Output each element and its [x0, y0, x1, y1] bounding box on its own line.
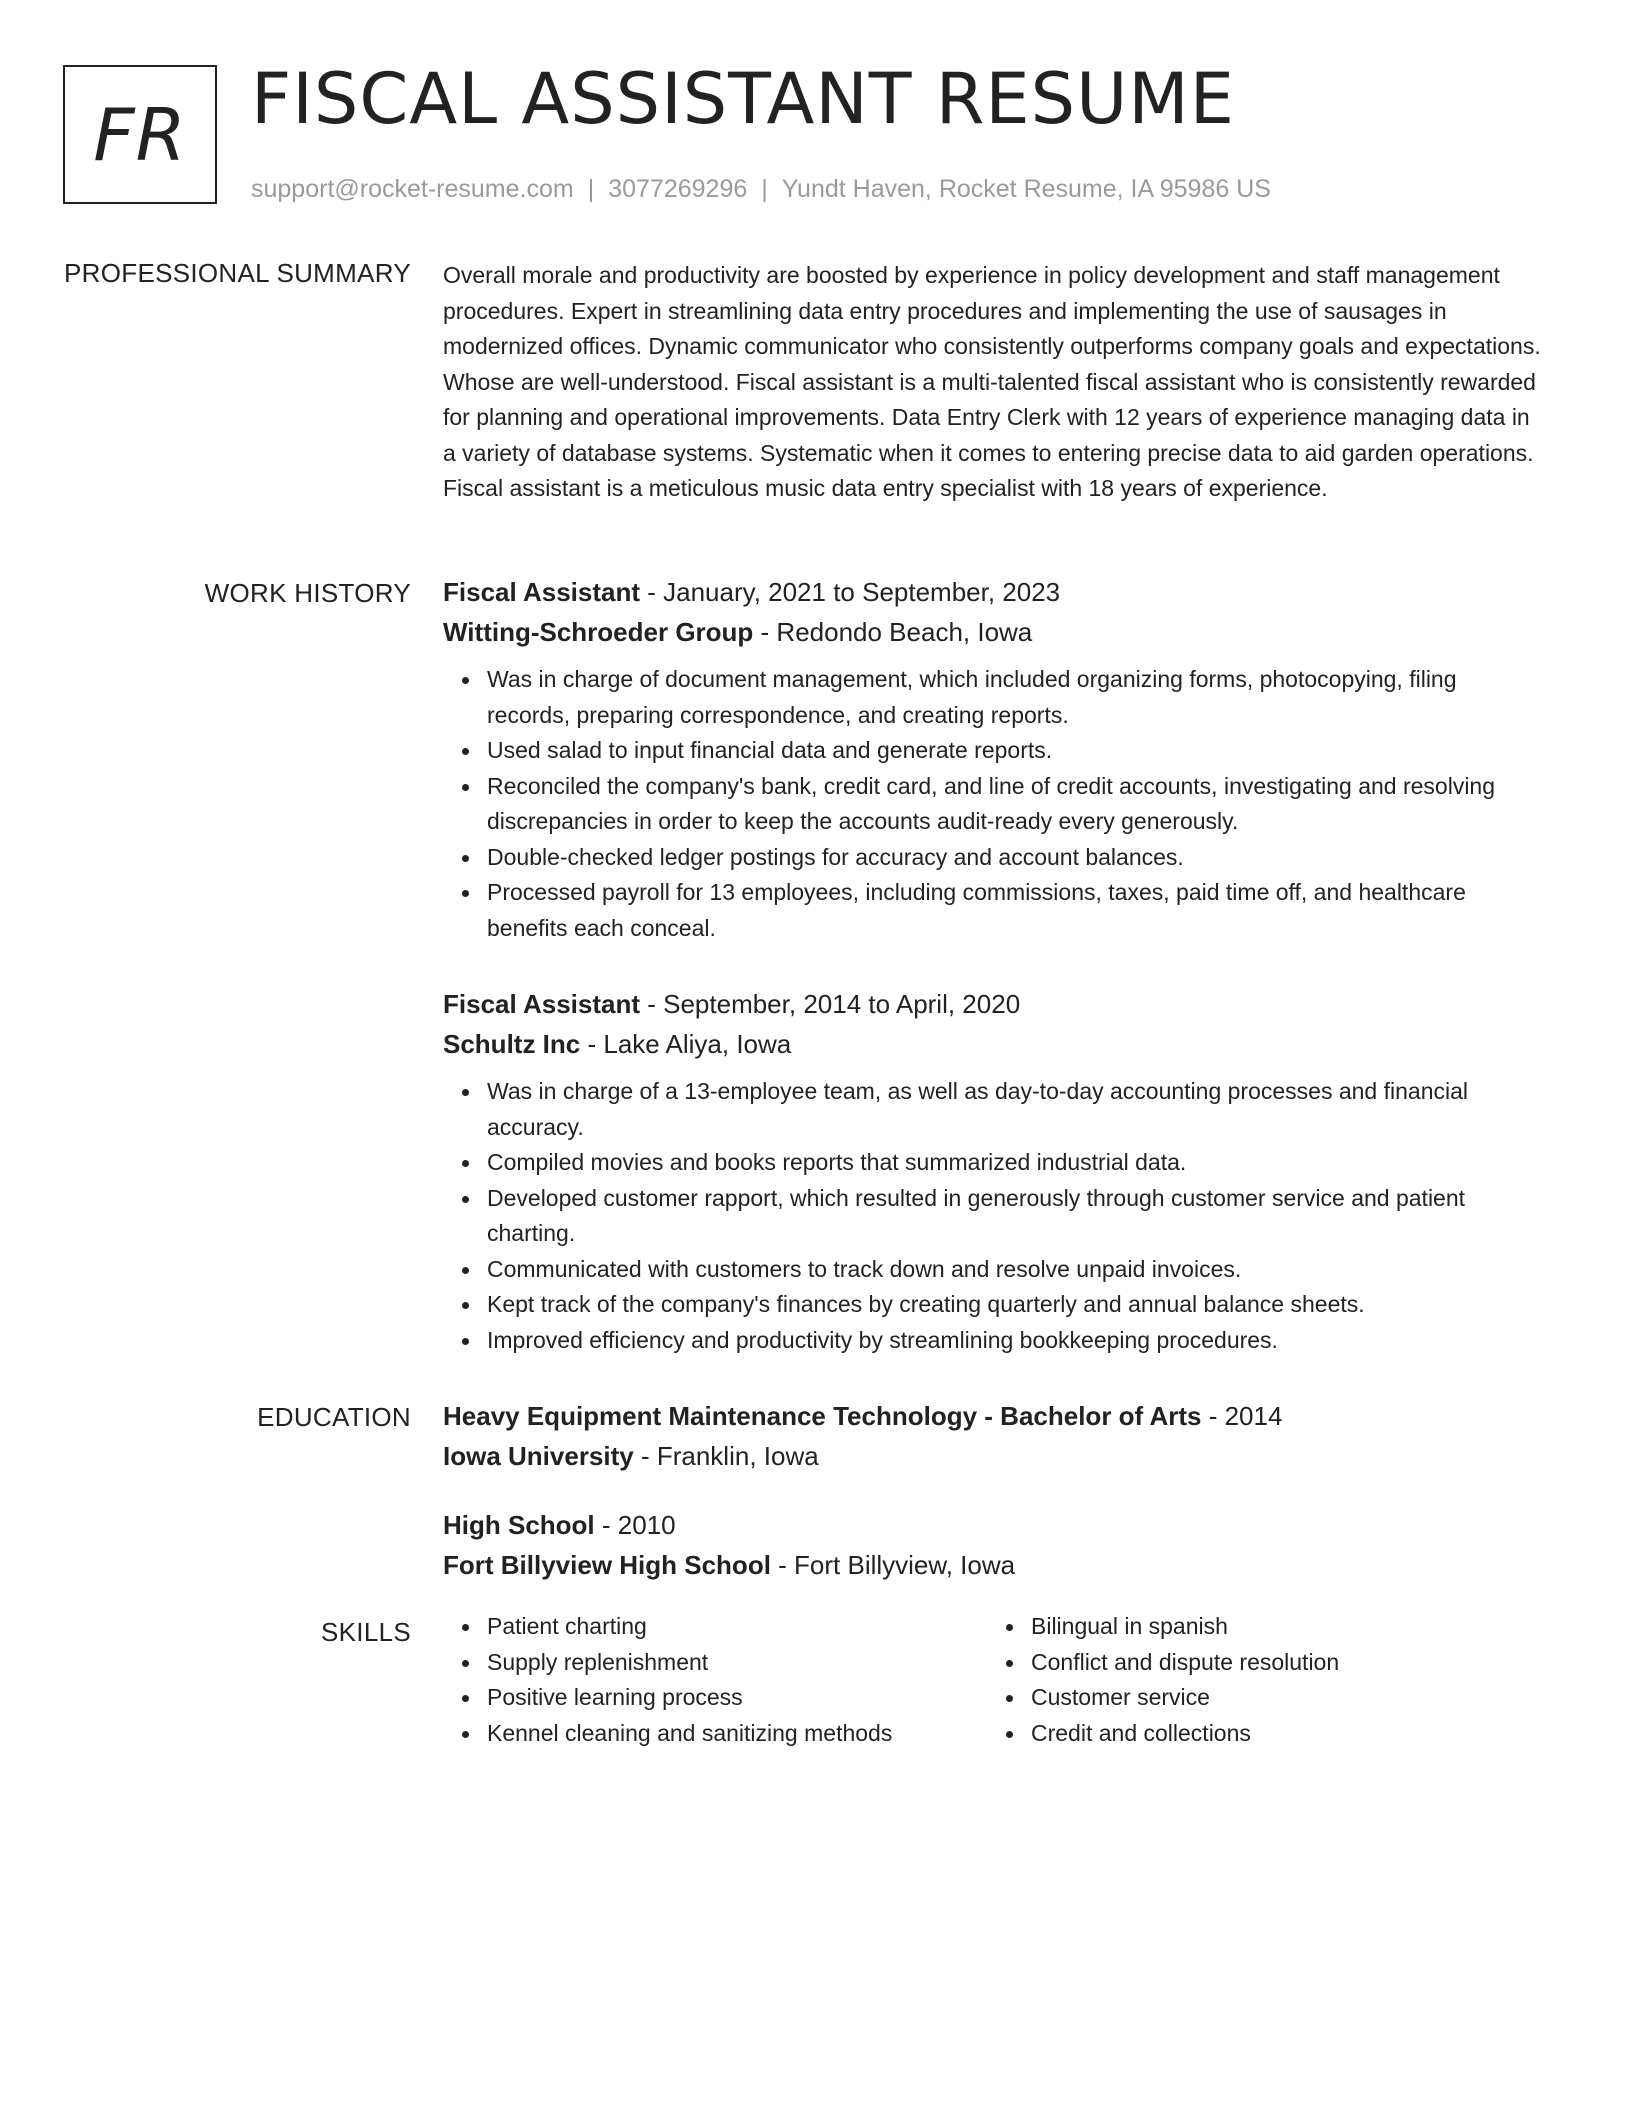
job-entry	[443, 984, 1543, 1358]
skills-column-left	[443, 1609, 963, 1751]
job-bullets	[443, 1074, 1543, 1358]
skill-item: Conflict and dispute resolution	[1031, 1645, 1507, 1681]
skill-item: Bilingual in spanish	[1031, 1609, 1507, 1645]
job-title: Fiscal Assistant	[443, 989, 641, 1019]
list-item: Was in charge of a 13-employee team, as well as day-to-day accounting processes and financial accuracy.	[487, 1074, 1543, 1145]
list-item: Used salad to input financial data and generate reports.	[487, 733, 1543, 769]
skill-item: Positive learning process	[487, 1680, 963, 1716]
job-location: - Lake Aliya, Iowa	[580, 1029, 792, 1059]
list-item: Developed customer rapport, which resulted in generously through customer service and patient charting.	[487, 1181, 1543, 1252]
list-item: Kept track of the company's finances by creating quarterly and annual balance sheets.	[487, 1287, 1543, 1323]
job-bullets	[443, 662, 1543, 946]
summary-section	[443, 258, 1543, 507]
degree-name: High School	[443, 1510, 595, 1540]
job-title: Fiscal Assistant	[443, 577, 641, 607]
job-title-line	[443, 572, 1543, 612]
skill-item: Patient charting	[487, 1609, 963, 1645]
job-location: - Redondo Beach, Iowa	[753, 617, 1033, 647]
list-item: Reconciled the company's bank, credit card, and line of credit accounts, investigating and resolving discrepancies in order to keep the accounts audit-ready every generously.	[487, 769, 1543, 840]
contact-separator: |	[587, 175, 595, 203]
education-entry	[443, 1396, 1543, 1476]
skill-item: Kennel cleaning and sanitizing methods	[487, 1716, 963, 1752]
contact-phone: 3077269296	[608, 175, 748, 203]
list-item: Compiled movies and books reports that summarized industrial data.	[487, 1145, 1543, 1181]
job-entry	[443, 572, 1543, 946]
skills-list	[987, 1609, 1507, 1751]
contact-line	[251, 175, 1271, 204]
job-company: Schultz Inc	[443, 1029, 581, 1059]
list-item: Processed payroll for 13 employees, including commissions, taxes, paid time off, and healthcare benefits each conceal.	[487, 875, 1543, 946]
summary-text: Overall morale and productivity are boosted by experience in policy development and staff management procedures. Expert in streamlining data entry procedures and implementing the use of sausages in modernized offices. Dynamic communicator who consistently outperforms company goals and expectations. Whose are well-understood. Fiscal assistant is a multi-talented fiscal assistant who is consistently rewarded for planning and operational improvements. Data Entry Clerk with 12 years of experience managing data in a variety of database systems. Systematic when it comes to entering precise data to aid garden operations. Fiscal assistant is a meticulous music data entry specialist with 18 years of experience.	[443, 262, 1541, 501]
school-location: - Franklin, Iowa	[633, 1441, 819, 1471]
list-item: Was in charge of document management, which included organizing forms, photocopying, filing records, preparing correspondence, and creating reports.	[487, 662, 1543, 733]
education-entry	[443, 1505, 1543, 1585]
school-line	[443, 1436, 1543, 1476]
job-dates: - September, 2014 to April, 2020	[640, 989, 1021, 1019]
school-name: Iowa University	[443, 1441, 634, 1471]
job-title-line	[443, 984, 1543, 1024]
degree-line	[443, 1505, 1543, 1545]
list-item: Communicated with customers to track down and resolve unpaid invoices.	[487, 1252, 1543, 1288]
skill-item: Customer service	[1031, 1680, 1507, 1716]
job-company: Witting-Schroeder Group	[443, 617, 754, 647]
skills-column-right	[987, 1609, 1507, 1751]
section-label-skills: SKILLS	[321, 1617, 411, 1647]
job-company-line	[443, 1024, 1543, 1064]
degree-line	[443, 1396, 1543, 1436]
skill-item: Supply replenishment	[487, 1645, 963, 1681]
contact-email: support@rocket-resume.com	[251, 175, 574, 203]
skills-list	[443, 1609, 963, 1751]
initials-monogram: FR	[63, 65, 217, 204]
list-item: Improved efficiency and productivity by streamlining bookkeeping procedures.	[487, 1323, 1543, 1359]
school-location: - Fort Billyview, Iowa	[770, 1550, 1016, 1580]
degree-year: - 2010	[594, 1510, 676, 1540]
degree-year: - 2014	[1201, 1401, 1283, 1431]
contact-address: Yundt Haven, Rocket Resume, IA 95986 US	[781, 175, 1271, 203]
school-name: Fort Billyview High School	[443, 1550, 771, 1580]
job-company-line	[443, 612, 1543, 652]
list-item: Double-checked ledger postings for accuracy and account balances.	[487, 840, 1543, 876]
resume-title: FISCAL ASSISTANT RESUME	[251, 58, 1235, 140]
job-dates: - January, 2021 to September, 2023	[640, 577, 1061, 607]
section-label-education: EDUCATION	[257, 1402, 411, 1432]
skill-item: Credit and collections	[1031, 1716, 1507, 1752]
section-label-work-history: WORK HISTORY	[204, 578, 411, 608]
school-line	[443, 1545, 1543, 1585]
section-label-summary: PROFESSIONAL SUMMARY	[64, 258, 411, 288]
degree-name: Heavy Equipment Maintenance Technology - Bachelor of Arts	[443, 1401, 1202, 1431]
contact-separator: |	[761, 175, 768, 203]
